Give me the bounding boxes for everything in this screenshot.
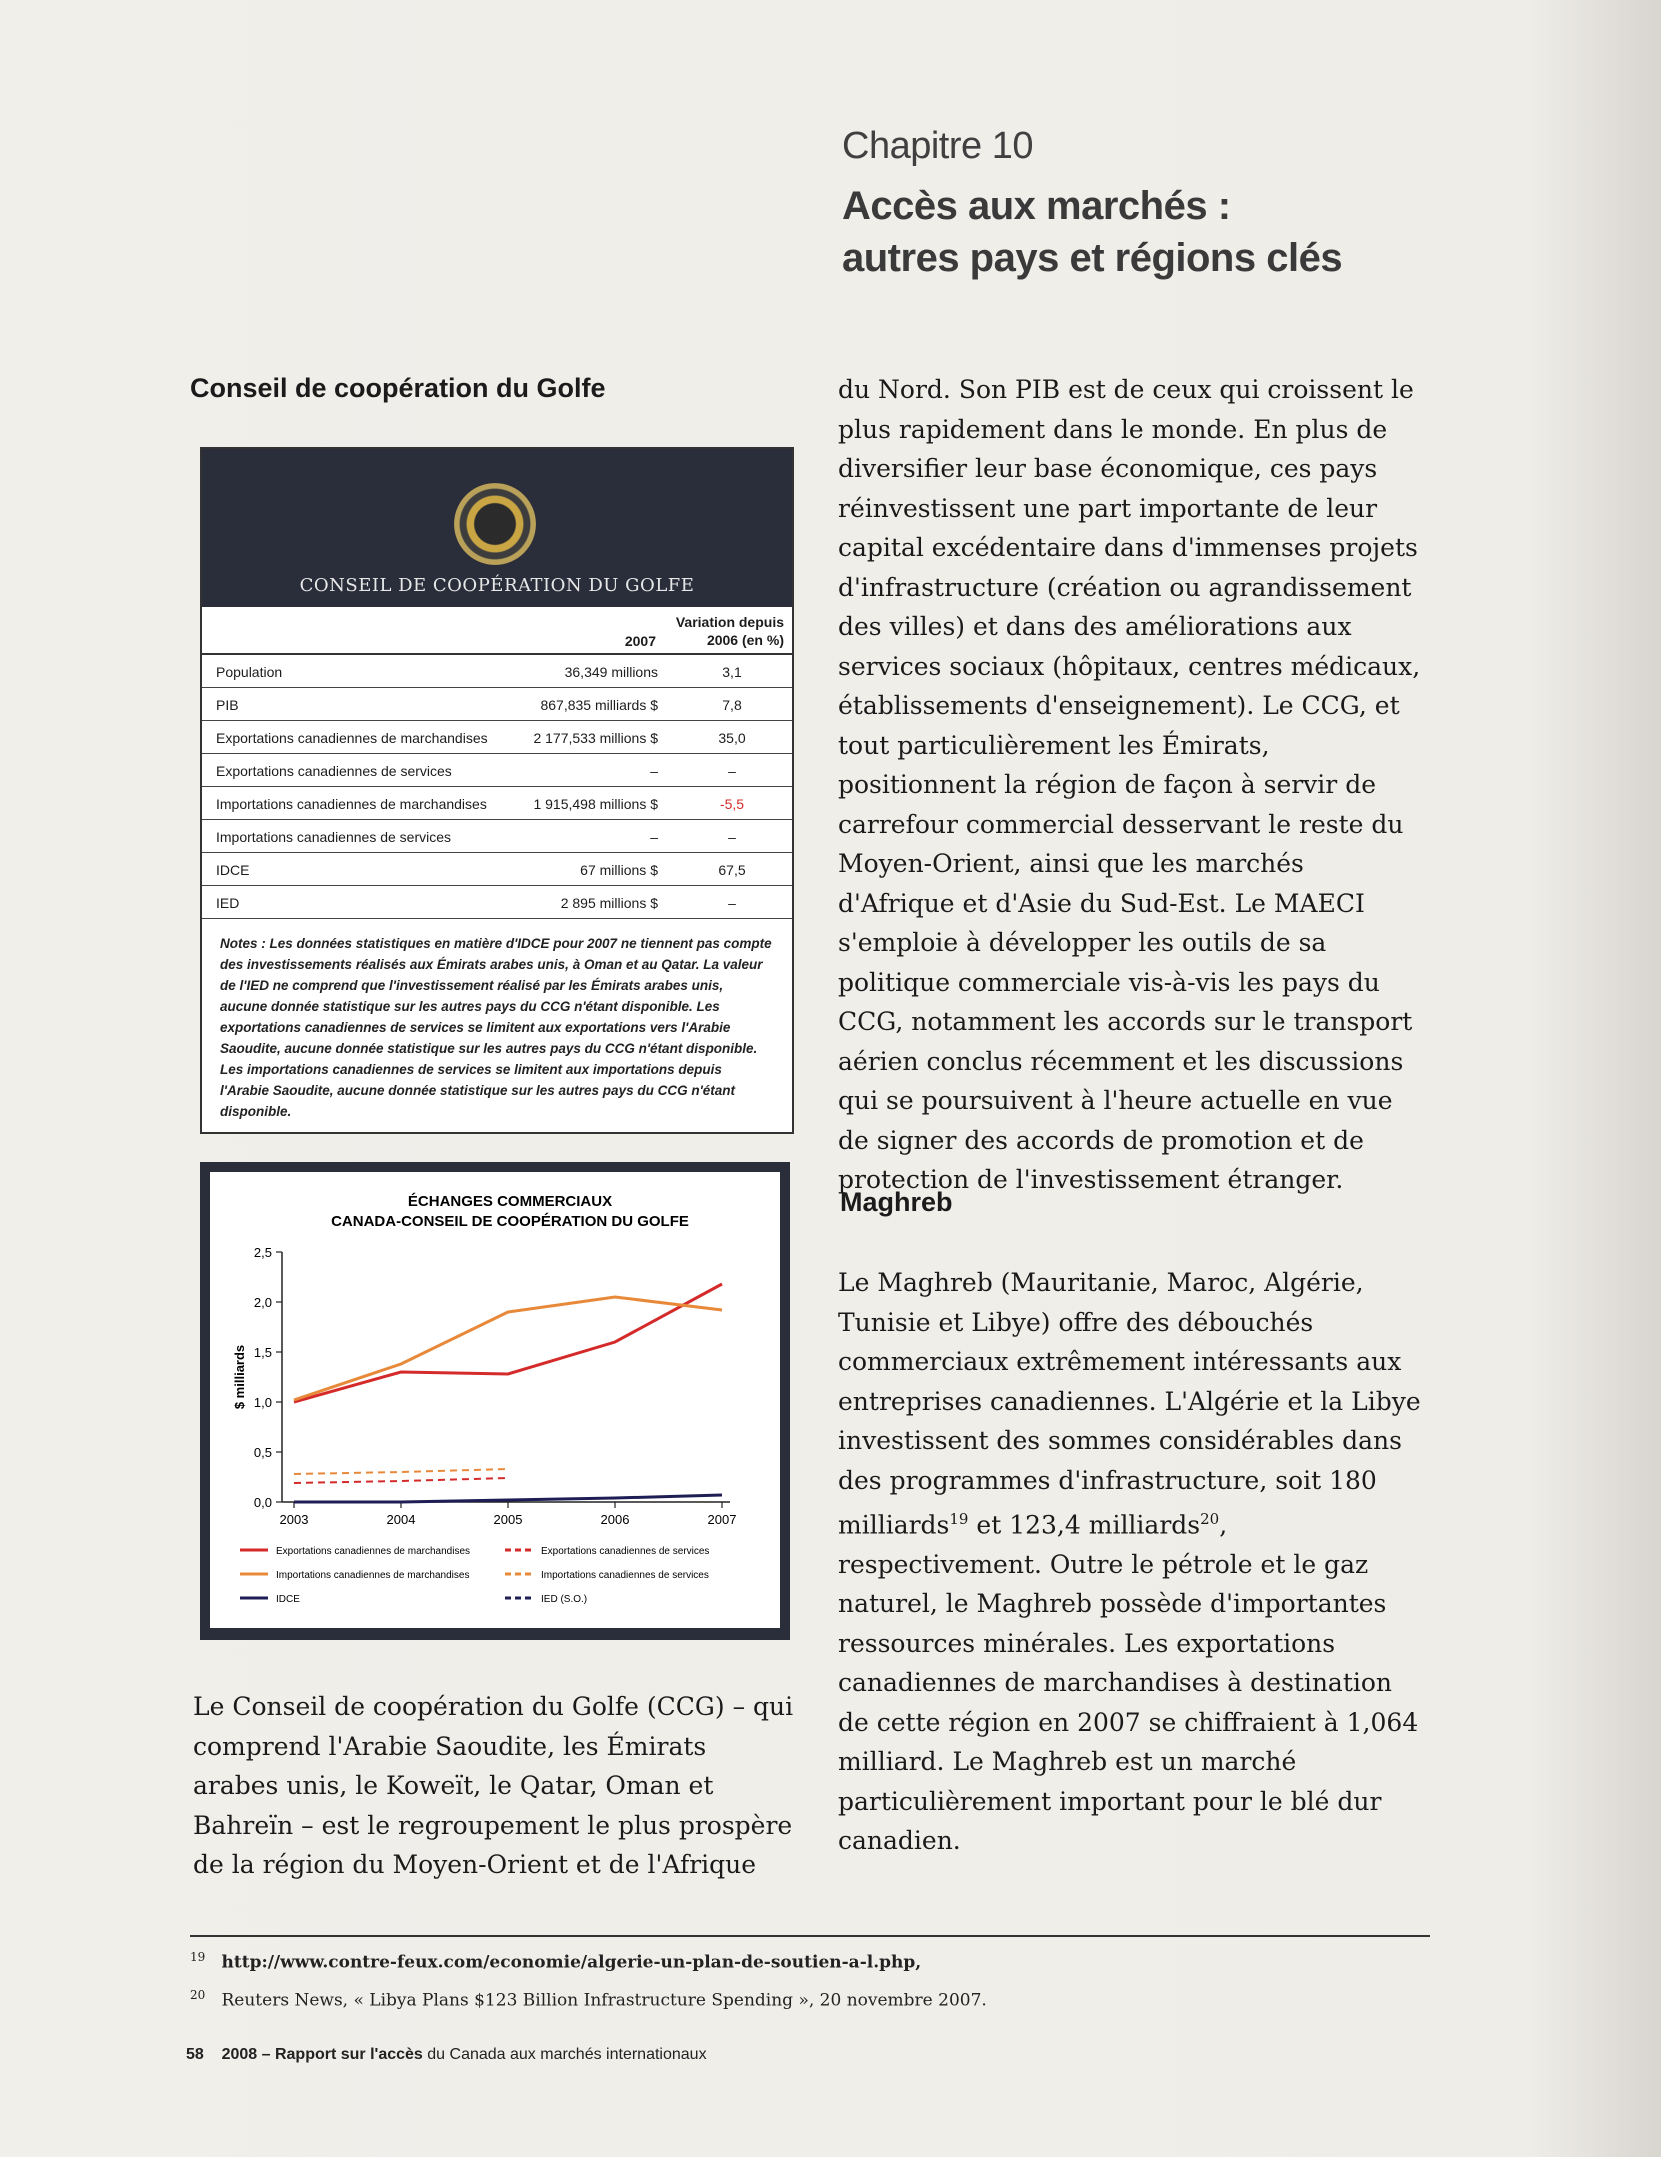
row-label: Importations canadiennes de services xyxy=(202,820,503,853)
page-footer xyxy=(186,2046,707,2064)
legend-label-5: IED (S.O.) xyxy=(541,1594,588,1605)
row-value: – xyxy=(503,754,666,787)
y-tick-label: 2,0 xyxy=(253,1295,272,1310)
chapter-title-line2: autres pays et régions clés xyxy=(842,236,1343,280)
gcc-paragraph-continued: du Nord. Son PIB est de ceux qui croissent le plus rapidement dans le monde. En plus de diversifier leur base économique, ces pays réinvestissent une part importante de leur capital excédentaire dans d'immenses projets d'infrastructure (création ou agrandissement des villes) et dans des améliorations aux services sociaux (hôpitaux, centres médicaux, établissements d'enseignement). Le CCG, et tout particulièrement les Émirats, positionnent la région de façon à servir de carrefour commercial desservant le reste du Moyen-Orient, ainsi que les marchés d'Afrique et d'Asie du Sud-Est. Le MAECI s'emploie à développer les outils de sa politique commerciale vis-à-vis les pays du CCG, notamment les accords sur le transport aérien conclus récemment et les discussions qui se poursuivent à l'heure actuelle en vue de signer des accords de promotion et de protection de l'investissement étranger. xyxy=(838,375,1421,1194)
row-value: 867,835 milliards $ xyxy=(503,688,666,721)
gcc-box-caption: CONSEIL DE COOPÉRATION DU GOLFE xyxy=(299,575,695,596)
maghreb-text-c: , respectivement. Outre le pétrole et le gaz naturel, le Maghreb possède d'importantes ressources minérales. Les exportations canadiennes de marchandises à destination de cette région en 2007 se chiffraient à 1,064 milliard. Le Maghreb est un marché particulièrement important pour le blé dur canadien. xyxy=(838,1510,1419,1856)
row-change: – xyxy=(666,820,792,853)
y-tick-label: 2,5 xyxy=(253,1245,272,1260)
col-2007: 2007 xyxy=(503,607,666,654)
row-change: 3,1 xyxy=(666,654,792,688)
footnote-ref-20[interactable]: 20 xyxy=(1200,1510,1220,1528)
legend-label-0: Exportations canadiennes de marchandises xyxy=(276,1546,471,1557)
gcc-paragraph: Le Conseil de coopération du Golfe (CCG) – qui comprend l'Arabie Saoudite, les Émirats arabes unis, le Koweït, le Qatar, Oman et Bahreïn – est le regroupement le plus prospère de la région du Moyen-Orient et de l'Afrique xyxy=(193,1692,794,1879)
gcc-stats-table xyxy=(202,607,792,919)
maghreb-text-a: Le Maghreb (Mauritanie, Maroc, Algérie, Tunisie et Libye) offre des débouchés commerciaux extrêmement intéressants aux entreprises canadiennes. L'Algérie et la Libye investissent des sommes considérables dans des programmes d'infrastructure, soit 180 milliards xyxy=(838,1268,1421,1540)
col-variation: Variation depuis 2006 (en %) xyxy=(666,607,792,654)
page-number: 58 xyxy=(186,2046,204,2063)
row-value: – xyxy=(503,820,666,853)
row-change: – xyxy=(666,886,792,919)
maghreb-paragraph xyxy=(838,1263,1423,1861)
gcc-box-header xyxy=(202,449,792,607)
row-value: 67 millions $ xyxy=(503,853,666,886)
chapter-title xyxy=(842,180,1342,284)
row-change: 67,5 xyxy=(666,853,792,886)
footnote-19-link[interactable]: http://www.contre-feux.com/economie/algerie-un-plan-de-soutien-a-l.php, xyxy=(221,1952,922,1973)
row-label: Exportations canadiennes de marchandises xyxy=(202,721,503,754)
row-value: 36,349 millions xyxy=(503,654,666,688)
row-change: 7,8 xyxy=(666,688,792,721)
trade-chart-panel xyxy=(210,1172,780,1628)
table-row xyxy=(202,853,792,886)
gcc-emblem-icon xyxy=(454,483,536,565)
gcc-notes: Notes : Les données statistiques en matière d'IDCE pour 2007 ne tiennent pas compte des investissements réalisés aux Émirats arabes unis, à Oman et au Qatar. La valeur de l'IED ne comprend que l'investissement réalisé par les Émirats arabes unis, aucune donnée statistique sur les autres pays du CCG n'étant disponible. Les exportations canadiennes de services se limitent aux exportations vers l'Arabie Saoudite, aucune donnée statistique sur les autres pays du CCG n'étant disponible. Les importations canadiennes de services se limitent aux importations depuis l'Arabie Saoudite, aucune donnée statistique sur les autres pays du CCG n'étant disponible. xyxy=(220,936,772,1119)
row-change: -5,5 xyxy=(666,787,792,820)
y-axis-label: $ milliards xyxy=(232,1344,247,1410)
row-label: IED xyxy=(202,886,503,919)
gcc-stats-box xyxy=(200,447,794,1134)
y-tick-label: 1,0 xyxy=(253,1395,272,1410)
chapter-number: Chapitre 10 xyxy=(842,125,1033,167)
table-row xyxy=(202,654,792,688)
maghreb-text-b: et 123,4 milliards xyxy=(968,1510,1201,1540)
footer-title-bold: 2008 – Rapport sur l'accès xyxy=(221,2046,423,2063)
chart-title-line2: CANADA-CONSEIL DE COOPÉRATION DU GOLFE xyxy=(331,1213,689,1230)
x-tick-label: 2007 xyxy=(707,1512,737,1527)
x-tick-label: 2003 xyxy=(279,1512,309,1527)
legend-label-1: Importations canadiennes de marchandises xyxy=(276,1570,470,1581)
x-tick-label: 2004 xyxy=(386,1512,416,1527)
footer-title-rest: du Canada aux marchés internationaux xyxy=(422,2046,707,2063)
row-value: 2 177,533 millions $ xyxy=(503,721,666,754)
row-change: 35,0 xyxy=(666,721,792,754)
y-tick-label: 0,5 xyxy=(253,1445,272,1460)
row-label: IDCE xyxy=(202,853,503,886)
series-line-4 xyxy=(294,1469,508,1474)
row-label: Population xyxy=(202,654,503,688)
legend-label-2: IDCE xyxy=(276,1594,300,1605)
table-row xyxy=(202,688,792,721)
row-change: – xyxy=(666,754,792,787)
row-value: 2 895 millions $ xyxy=(503,886,666,919)
maghreb-heading: Maghreb xyxy=(840,1187,953,1217)
legend-label-3: Exportations canadiennes de services xyxy=(541,1546,710,1557)
y-tick-label: 0,0 xyxy=(253,1495,272,1510)
footnote-divider xyxy=(190,1935,1430,1937)
x-tick-label: 2005 xyxy=(493,1512,523,1527)
legend-label-4: Importations canadiennes de services xyxy=(541,1570,709,1581)
footnote-19: $^{19}$ http://www.contre-feux.com/economie/algerie-un-plan-de-soutien-a-l.php, xyxy=(190,1950,922,1973)
table-row xyxy=(202,721,792,754)
row-label: Exportations canadiennes de services xyxy=(202,754,503,787)
footnote-ref-19[interactable]: 19 xyxy=(949,1510,969,1528)
table-row xyxy=(202,787,792,820)
gcc-heading: Conseil de coopération du Golfe xyxy=(190,373,606,403)
chapter-title-line1: Accès aux marchés : xyxy=(842,184,1231,228)
row-label: Importations canadiennes de marchandises xyxy=(202,787,503,820)
trade-chart-box xyxy=(200,1162,790,1640)
series-line-2 xyxy=(294,1495,722,1502)
series-line-3 xyxy=(294,1478,508,1483)
table-row xyxy=(202,754,792,787)
y-tick-label: 1,5 xyxy=(253,1345,272,1360)
chart-title-line1: ÉCHANGES COMMERCIAUX xyxy=(407,1193,613,1210)
trade-chart xyxy=(210,1172,780,1628)
x-tick-label: 2006 xyxy=(600,1512,630,1527)
row-label: PIB xyxy=(202,688,503,721)
table-row xyxy=(202,820,792,853)
table-row xyxy=(202,886,792,919)
footnote-20: $^{20}$ Reuters News, « Libya Plans $123 Billion Infrastructure Spending », 20 novembre 2007. xyxy=(190,1988,987,2011)
row-value: 1 915,498 millions $ xyxy=(503,787,666,820)
table-header-row xyxy=(202,607,792,654)
footnote-20-text: Reuters News, « Libya Plans $123 Billion Infrastructure Spending », 20 novembre 2007. xyxy=(221,1990,987,2011)
